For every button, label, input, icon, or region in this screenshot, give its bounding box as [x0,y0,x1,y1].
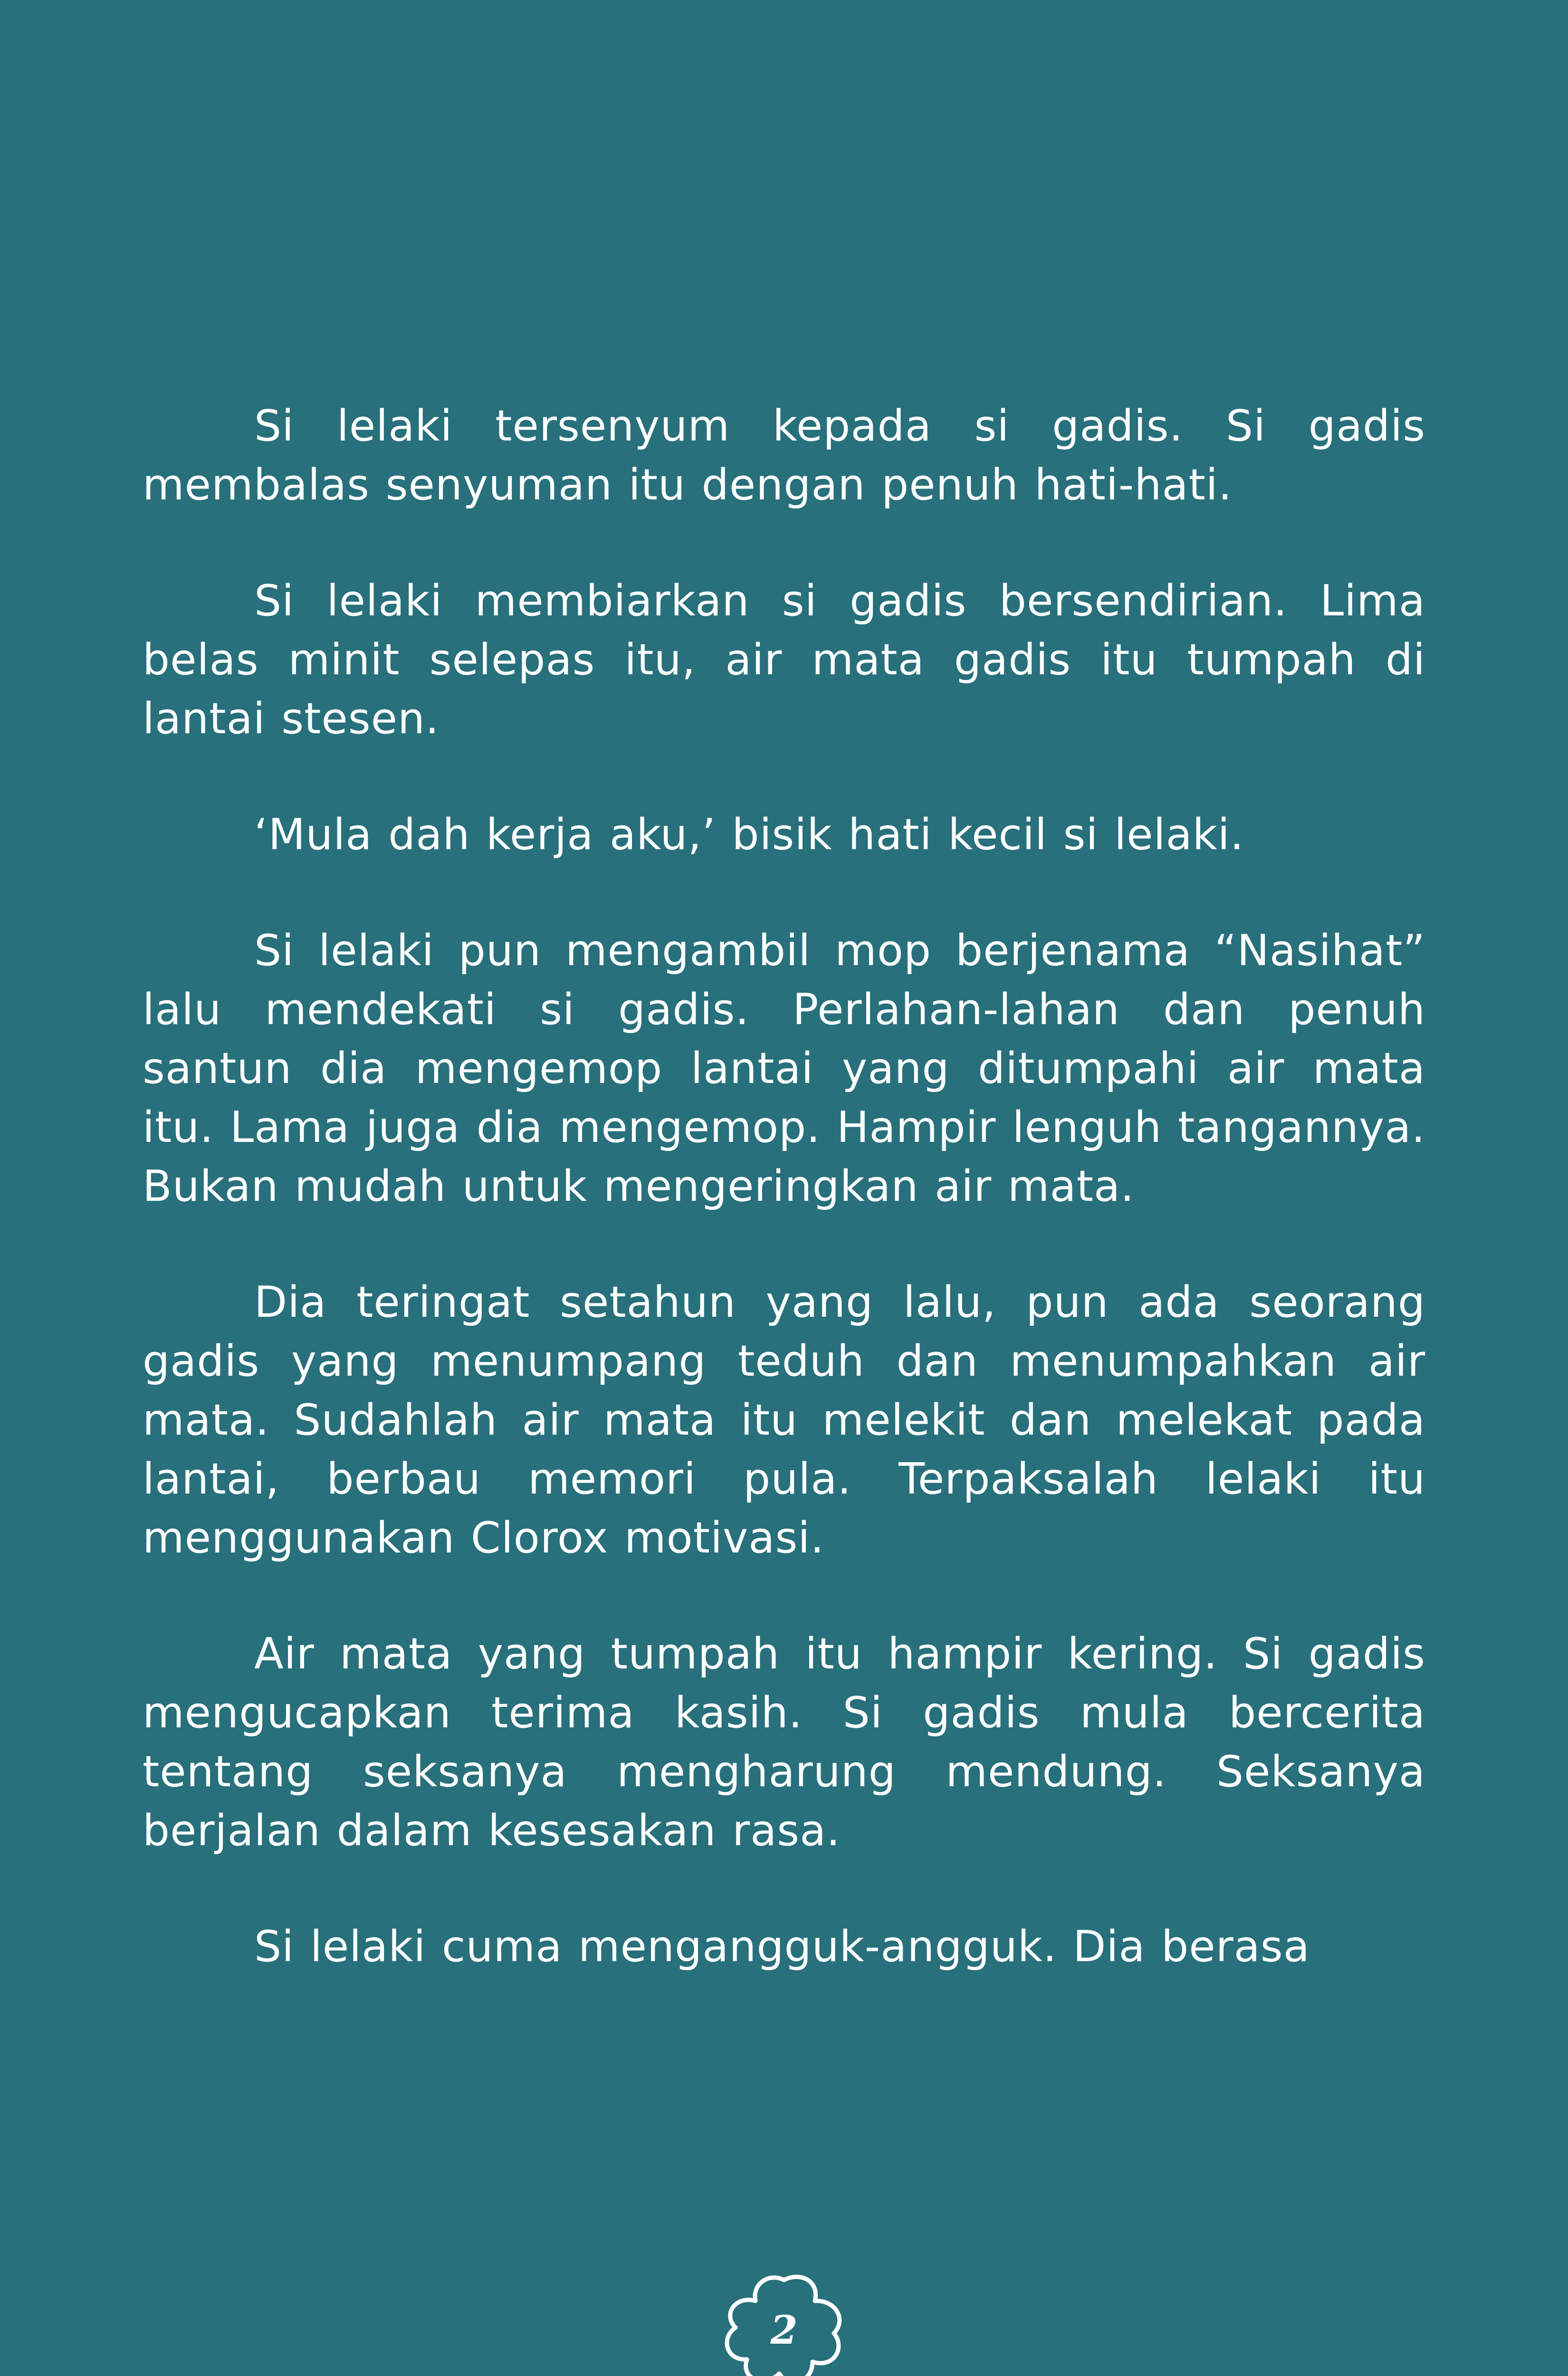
paragraph-2: Si lelaki membiarkan si gadis bersendirian. Lima belas minit selepas itu, air mata gadis itu tumpah di lantai stesen. [143,576,1425,744]
paragraph-3: ‘Mula dah kerja aku,’ bisik hati kecil si lelaki. [254,810,1244,860]
story-text [143,397,1425,1976]
paragraph-4: Si lelaki pun mengambil mop berjenama “Nasihat” lalu mendekati si gadis. Perlahan-lahan dan penuh santun dia mengemop lantai yang ditumpahi air mata itu. Lama juga dia mengemop. Hampir lenguh tangannya. Bukan mudah untuk mengeringkan air mata. [143,926,1425,1211]
paragraph-7: Si lelaki cuma mengangguk-angguk. Dia berasa [254,1922,1310,1972]
paragraph-6: Air mata yang tumpah itu hampir kering. Si gadis mengucapkan terima kasih. Si gadis mula bercerita tentang seksanya mengharung mendung. Seksanya berjalan dalam kesesakan rasa. [143,1629,1425,1856]
paragraph-1: Si lelaki tersenyum kepada si gadis. Si gadis membalas senyuman itu dengan penuh hati-hati. [143,401,1425,510]
page-number: 2 [770,2308,798,2353]
paragraph-5: Dia teringat setahun yang lalu, pun ada seorang gadis yang menumpang teduh dan menumpahkan air mata. Sudahlah air mata itu melekit dan melekat pada lantai, berbau memori pula. Terpaksalah lelaki itu menggunakan Clorox motivasi. [143,1277,1425,1563]
page-number-badge [717,2267,851,2376]
